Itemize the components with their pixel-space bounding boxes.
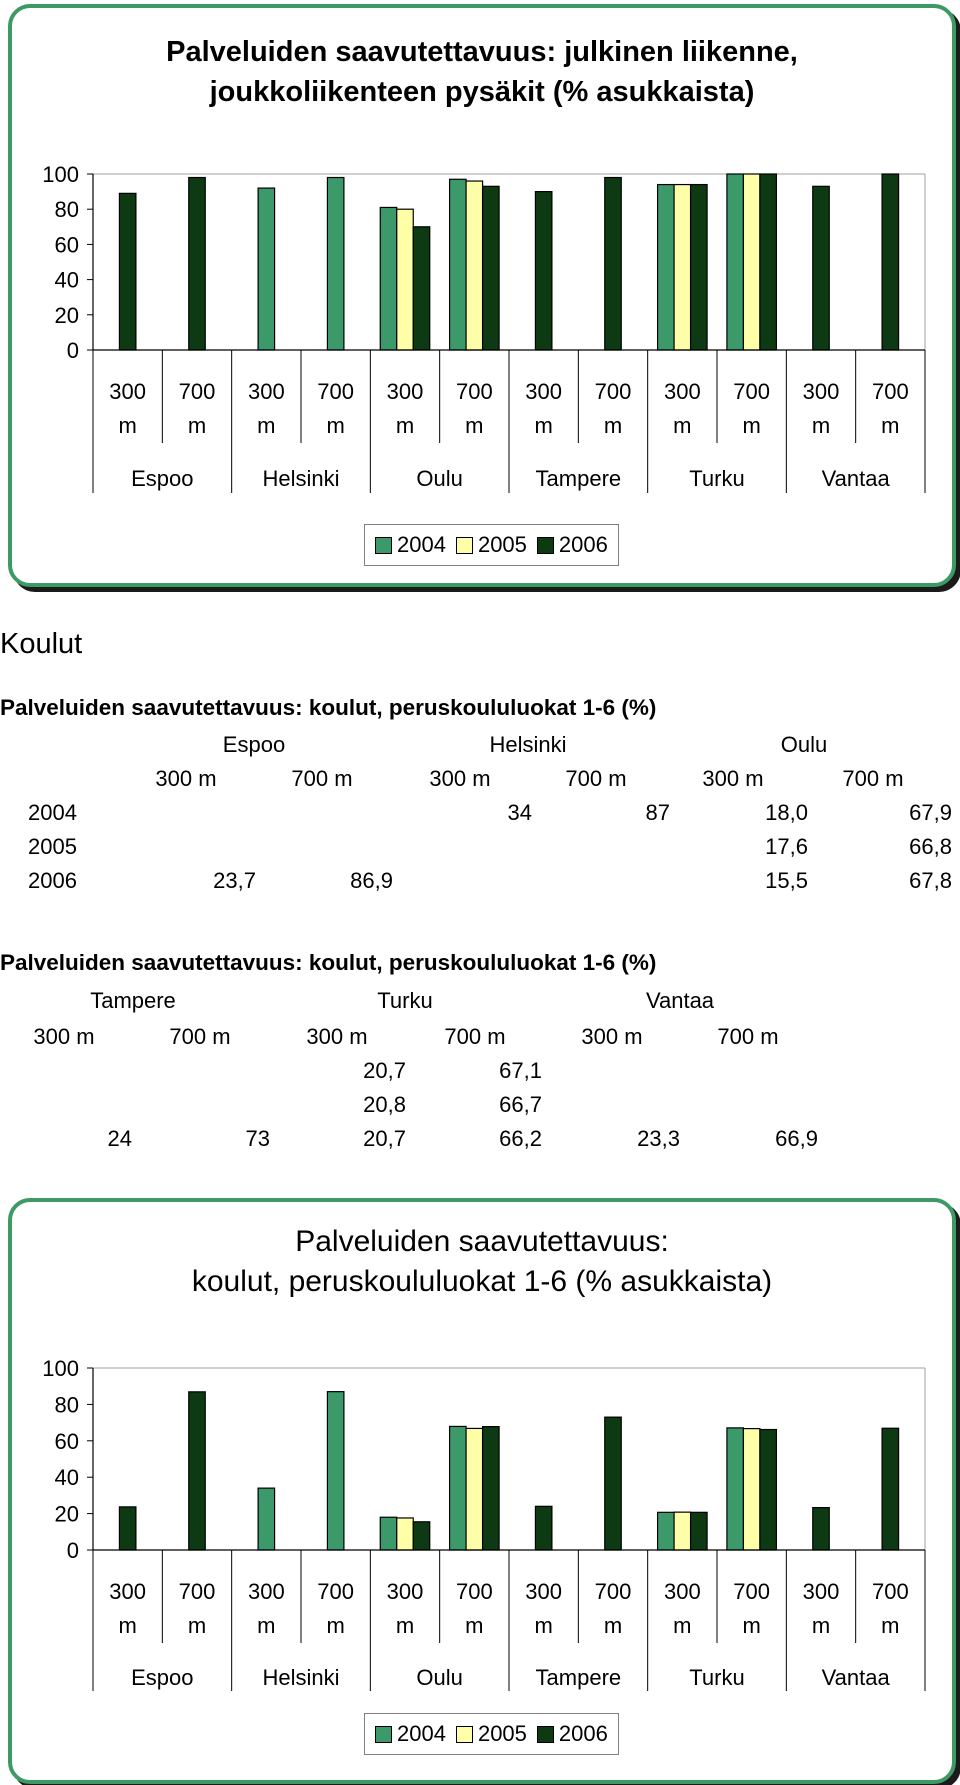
table-cell: 66,7 <box>499 1092 542 1117</box>
table-cell: 23,7 <box>213 868 256 893</box>
category-label-unit: m <box>673 1613 692 1638</box>
y-tick-label: 100 <box>42 162 79 187</box>
category-label <box>733 1579 770 1638</box>
y-tick-label: 40 <box>54 1465 79 1491</box>
category-label-unit: m <box>465 1613 484 1638</box>
bar-2006 <box>483 186 500 350</box>
group-label: Espoo <box>131 1665 194 1690</box>
category-label <box>664 379 701 438</box>
bar-2006 <box>483 1427 500 1550</box>
table-subheader: 700 m <box>842 766 904 791</box>
table-cell: 20,7 <box>363 1058 406 1083</box>
legend-swatch <box>456 537 473 554</box>
group-label: Tampere <box>535 1665 622 1690</box>
group-label: Vantaa <box>821 1665 890 1690</box>
category-label-value: 700 <box>594 1579 632 1604</box>
bar-2004 <box>327 1392 344 1550</box>
bar-2005 <box>674 185 691 350</box>
legend-swatch <box>375 1726 392 1743</box>
table-cell: 73 <box>245 1126 270 1151</box>
category-label-unit: m <box>326 1613 345 1638</box>
table-cell: 17,6 <box>765 834 808 859</box>
category-label-unit: m <box>603 413 623 438</box>
bar-2005 <box>466 1428 483 1550</box>
legend-swatch <box>537 1726 554 1743</box>
category-label <box>456 1579 493 1638</box>
category-label <box>664 1579 701 1638</box>
category-label-unit: m <box>534 1613 553 1638</box>
bar-2006 <box>813 1508 830 1550</box>
chart-title-line: koulut, peruskoululuokat 1-6 (% asukkaista) <box>191 1265 773 1298</box>
table-subheader: 300 m <box>33 1024 95 1049</box>
category-label-unit: m <box>881 413 900 438</box>
category-label-value: 700 <box>317 1579 355 1604</box>
chart-panel-schools <box>8 1198 956 1784</box>
category-label <box>248 379 285 438</box>
chart-title-line: Palveluiden saavutettavuus: julkinen liikenne, <box>166 36 798 68</box>
category-label-value: 700 <box>455 1579 493 1604</box>
table-subheader: 700 m <box>169 1024 231 1049</box>
category-label-value: 700 <box>178 1579 216 1604</box>
bar-2004 <box>380 207 397 350</box>
bar-2006 <box>605 1417 622 1550</box>
bar-2004 <box>258 188 275 350</box>
category-label <box>317 1579 354 1638</box>
bar-2006 <box>119 1507 135 1550</box>
table-city-header: Oulu <box>780 732 828 757</box>
bar-2004 <box>327 178 344 350</box>
table-cell: 66,9 <box>775 1126 818 1151</box>
y-tick-label: 20 <box>54 1501 79 1527</box>
category-label-unit: m <box>118 413 137 438</box>
category-label <box>733 379 770 438</box>
category-label-value: 300 <box>802 379 840 404</box>
category-label-unit: m <box>187 1613 207 1638</box>
chart-panel-transit <box>8 4 956 587</box>
bar-2005 <box>743 1429 760 1550</box>
table-row-year: 2004 <box>28 800 77 825</box>
table-cell: 87 <box>645 800 670 825</box>
group-label: Vantaa <box>821 466 890 491</box>
category-label <box>317 379 354 438</box>
category-label-value: 300 <box>525 379 563 404</box>
category-label <box>179 1579 216 1638</box>
group-label: Turku <box>689 1665 745 1690</box>
category-label-value: 700 <box>871 379 909 404</box>
category-label-value: 700 <box>455 379 493 404</box>
table-subheader: 300 m <box>429 766 491 791</box>
legend-label: 2004 <box>397 532 446 557</box>
chart-legend <box>364 524 619 566</box>
table-cell: 67,8 <box>909 868 952 893</box>
bar-2005 <box>743 174 760 350</box>
table-cell: 23,3 <box>637 1126 680 1151</box>
table-cell: 20,7 <box>363 1126 406 1151</box>
category-label-value: 700 <box>733 1579 771 1604</box>
table-cell: 67,1 <box>499 1058 542 1083</box>
legend-swatch <box>375 537 392 554</box>
bar-chart-transit <box>12 8 952 583</box>
bar-2004 <box>380 1517 397 1550</box>
category-label-value: 300 <box>525 1579 563 1604</box>
category-label-value: 300 <box>386 379 424 404</box>
table-row-year: 2005 <box>28 834 77 859</box>
table-city-header: Tampere <box>90 988 176 1013</box>
table-title: Palveluiden saavutettavuus: koulut, peruskoululuokat 1-6 (%) <box>0 695 657 720</box>
table-subheader: 300 m <box>306 1024 368 1049</box>
bar-2006 <box>535 1506 552 1550</box>
legend-swatch <box>537 537 554 554</box>
bar-chart-schools <box>12 1202 952 1780</box>
group-label: Oulu <box>416 1665 463 1690</box>
category-label-value: 300 <box>109 1579 147 1604</box>
category-label <box>872 379 909 438</box>
category-label-unit: m <box>326 413 345 438</box>
legend-item-2006 <box>537 1721 608 1747</box>
table-cell: 15,5 <box>765 868 808 893</box>
category-label-value: 300 <box>109 379 147 404</box>
table-city-header: Espoo <box>222 732 286 757</box>
category-label <box>525 1579 562 1638</box>
bar-2006 <box>813 186 830 350</box>
category-label-value: 700 <box>594 379 632 404</box>
legend-label: 2006 <box>558 1721 608 1746</box>
table-subheader: 300 m <box>581 1024 643 1049</box>
bar-2006 <box>882 174 899 350</box>
category-label-value: 700 <box>871 1579 909 1604</box>
table-cell: 24 <box>107 1126 132 1151</box>
table-row-year: 2006 <box>28 868 77 893</box>
table-subheader: 300 m <box>702 766 764 791</box>
legend-item-2005 <box>456 532 527 558</box>
y-tick-label: 80 <box>54 1392 79 1418</box>
table-cell: 66,8 <box>909 834 952 859</box>
category-label-unit: m <box>881 1613 900 1638</box>
category-label <box>179 379 216 438</box>
category-label-value: 300 <box>247 1579 285 1604</box>
group-label: Oulu <box>416 466 463 491</box>
category-label <box>595 379 632 438</box>
category-label-value: 300 <box>663 379 701 404</box>
legend-item-2004 <box>375 1721 446 1747</box>
y-tick-label: 60 <box>54 1428 79 1454</box>
category-label-unit: m <box>742 413 761 438</box>
legend-item-2004 <box>375 532 446 558</box>
legend-label: 2005 <box>477 532 527 557</box>
chart-legend <box>364 1713 619 1755</box>
y-tick-label: 0 <box>66 1538 79 1563</box>
bar-2004 <box>658 185 675 350</box>
category-label-unit: m <box>811 1613 831 1638</box>
category-label <box>803 379 840 438</box>
table-cell: 67,9 <box>909 800 952 825</box>
category-label <box>595 1579 632 1638</box>
group-label: Helsinki <box>262 466 340 491</box>
category-label-unit: m <box>257 1613 276 1638</box>
y-tick-label: 60 <box>54 232 79 258</box>
legend-item-2005 <box>456 1721 527 1747</box>
category-label-unit: m <box>257 413 276 438</box>
table-subheader: 700 m <box>565 766 627 791</box>
category-label <box>387 379 424 438</box>
bar-2006 <box>535 192 552 350</box>
category-label-unit: m <box>118 1613 137 1638</box>
legend-label: 2005 <box>477 1721 527 1746</box>
category-label <box>456 379 493 438</box>
section-heading: Koulut <box>0 628 83 660</box>
category-label-unit: m <box>187 413 207 438</box>
bar-2006 <box>413 1522 430 1550</box>
category-label-unit: m <box>603 1613 623 1638</box>
category-label-value: 300 <box>386 1579 424 1604</box>
category-label <box>248 1579 285 1638</box>
table-subheader: 700 m <box>291 766 353 791</box>
category-label-unit: m <box>742 1613 761 1638</box>
bar-2004 <box>450 179 467 350</box>
bar-2005 <box>466 181 483 350</box>
table-cell: 20,8 <box>363 1092 406 1117</box>
legend-swatch <box>456 1726 473 1743</box>
category-label-value: 700 <box>317 379 355 404</box>
table-cell: 66,2 <box>499 1126 542 1151</box>
legend-label: 2006 <box>558 532 608 557</box>
category-label-unit: m <box>395 1613 415 1638</box>
category-label-value: 700 <box>178 379 216 404</box>
y-tick-label: 100 <box>42 1356 79 1381</box>
bar-2006 <box>882 1428 899 1550</box>
category-label-unit: m <box>673 413 692 438</box>
table-city-header: Vantaa <box>645 988 715 1013</box>
bar-2005 <box>397 1518 414 1550</box>
table-city-header: Turku <box>377 988 433 1013</box>
table-subheader: 700 m <box>444 1024 506 1049</box>
bar-2004 <box>258 1488 275 1550</box>
y-tick-label: 40 <box>54 267 79 293</box>
legend-item-2006 <box>537 532 608 558</box>
table-cell: 86,9 <box>350 868 393 893</box>
bar-2005 <box>674 1512 691 1550</box>
bar-2004 <box>727 174 744 350</box>
table-cell: 34 <box>507 800 532 825</box>
bar-2006 <box>691 185 708 350</box>
category-label <box>525 379 562 438</box>
group-label: Espoo <box>131 466 194 491</box>
bar-2006 <box>760 1430 777 1550</box>
category-label-value: 300 <box>247 379 285 404</box>
bar-2006 <box>119 193 135 350</box>
bar-2006 <box>189 1392 206 1550</box>
category-label-unit: m <box>395 413 415 438</box>
bar-2004 <box>658 1512 675 1550</box>
table-subheader: 700 m <box>717 1024 779 1049</box>
bar-2006 <box>189 178 206 350</box>
bar-2005 <box>397 209 414 350</box>
bar-2004 <box>450 1426 467 1550</box>
category-label-value: 300 <box>663 1579 701 1604</box>
category-label-unit: m <box>811 413 831 438</box>
category-label-value: 700 <box>733 379 771 404</box>
chart-title-line: Palveluiden saavutettavuus: <box>295 1225 669 1258</box>
category-label <box>803 1579 840 1638</box>
category-label-unit: m <box>465 413 484 438</box>
y-tick-label: 80 <box>54 197 79 223</box>
category-label <box>387 1579 424 1638</box>
table-cell: 18,0 <box>765 800 808 825</box>
bar-2006 <box>760 174 777 350</box>
category-label-unit: m <box>534 413 553 438</box>
bar-2004 <box>727 1428 744 1550</box>
y-tick-label: 20 <box>54 302 79 328</box>
bar-2006 <box>605 178 622 350</box>
bar-2006 <box>691 1512 708 1550</box>
bar-2006 <box>413 227 430 350</box>
group-label: Tampere <box>535 466 622 491</box>
table-title: Palveluiden saavutettavuus: koulut, peruskoululuokat 1-6 (%) <box>0 950 657 975</box>
group-label: Helsinki <box>262 1665 340 1690</box>
category-label <box>872 1579 909 1638</box>
chart-title-line: joukkoliikenteen pysäkit (% asukkaista) <box>209 76 755 108</box>
category-label <box>109 379 146 438</box>
table-subheader: 300 m <box>155 766 217 791</box>
legend-label: 2004 <box>397 1721 446 1746</box>
table-city-header: Helsinki <box>489 732 567 757</box>
group-label: Turku <box>689 466 745 491</box>
y-tick-label: 0 <box>66 338 79 363</box>
category-label <box>109 1579 146 1638</box>
category-label-value: 300 <box>802 1579 840 1604</box>
